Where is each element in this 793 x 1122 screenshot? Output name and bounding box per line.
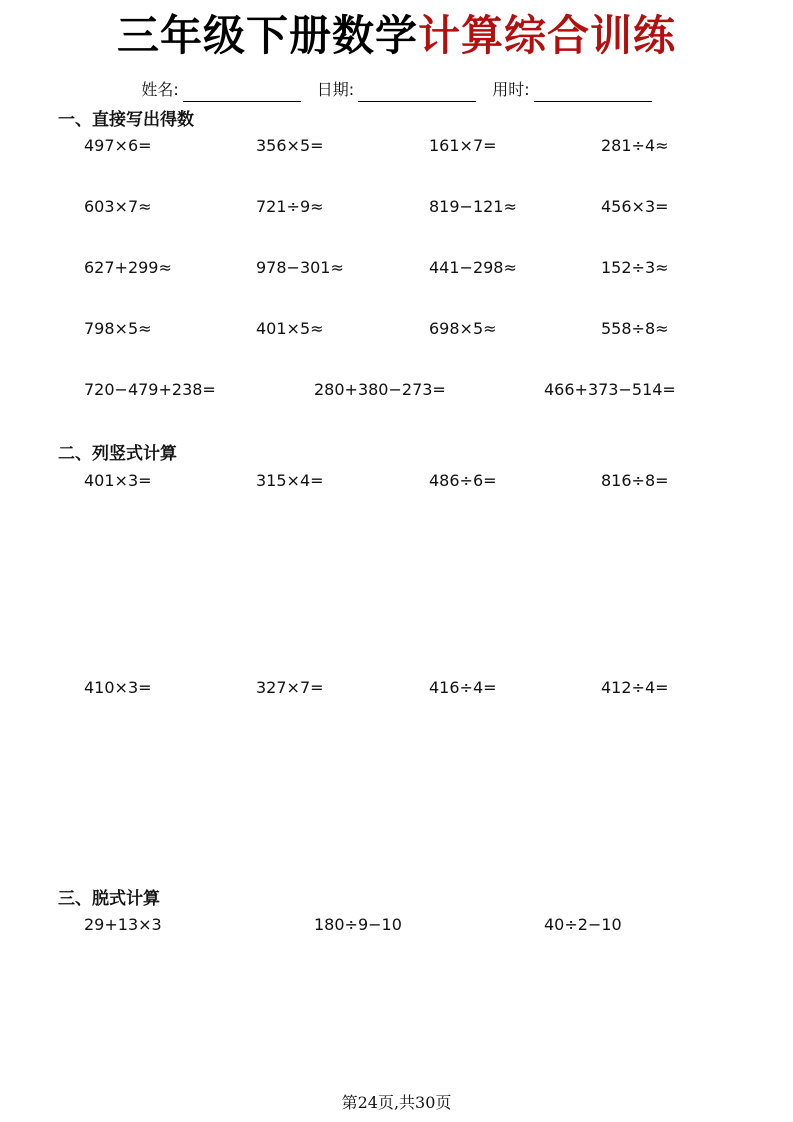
problem: 327×7= [256,678,324,697]
problem: 412÷4= [601,678,669,697]
student-info-line [0,78,793,102]
name-field [141,78,300,102]
problem: 558÷8≈ [601,319,669,338]
problem: 152÷3≈ [601,258,669,277]
problem: 466+373−514= [544,380,676,399]
section-heading-vertical: 二、列竖式计算 [58,444,177,464]
title-red-part: 计算综合训练 [418,11,677,60]
name-blank[interactable] [183,84,301,102]
problem: 816÷8= [601,471,669,490]
worksheet-title [0,8,793,64]
time-field [492,78,651,102]
time-label: 用时: [492,80,530,99]
problem: 280+380−273= [314,380,446,399]
problem: 721÷9≈ [256,197,324,216]
problem: 698×5≈ [429,319,497,338]
date-blank[interactable] [358,84,476,102]
date-label: 日期: [316,80,355,99]
title-black-part: 三年级下册数学 [116,11,418,60]
date-field [317,78,476,102]
problem: 40÷2−10 [544,915,622,934]
problem: 798×5≈ [84,319,152,338]
problem: 29+13×3 [84,915,162,934]
problem: 401×5≈ [256,319,324,338]
page-number-footer: 第24页,共30页 [341,1093,452,1112]
time-blank[interactable] [534,84,652,102]
name-label: 姓名: [141,80,179,99]
problem: 486÷6= [429,471,497,490]
section-heading-stepwise: 三、脱式计算 [58,889,160,909]
problem: 441−298≈ [429,258,517,277]
problem: 819−121≈ [429,197,517,216]
problem: 356×5= [256,136,324,155]
section-heading-oral: 一、直接写出得数 [58,110,194,130]
problem: 161×7= [429,136,497,155]
problem: 456×3= [601,197,669,216]
problem: 978−301≈ [256,258,344,277]
problem: 603×7≈ [84,197,152,216]
problem: 497×6= [84,136,152,155]
problem: 410×3= [84,678,152,697]
problem: 416÷4= [429,678,497,697]
problem: 720−479+238= [84,380,216,399]
problem: 180÷9−10 [314,915,402,934]
problem: 315×4= [256,471,324,490]
problem: 281÷4≈ [601,136,669,155]
problem: 401×3= [84,471,152,490]
problem: 627+299≈ [84,258,172,277]
